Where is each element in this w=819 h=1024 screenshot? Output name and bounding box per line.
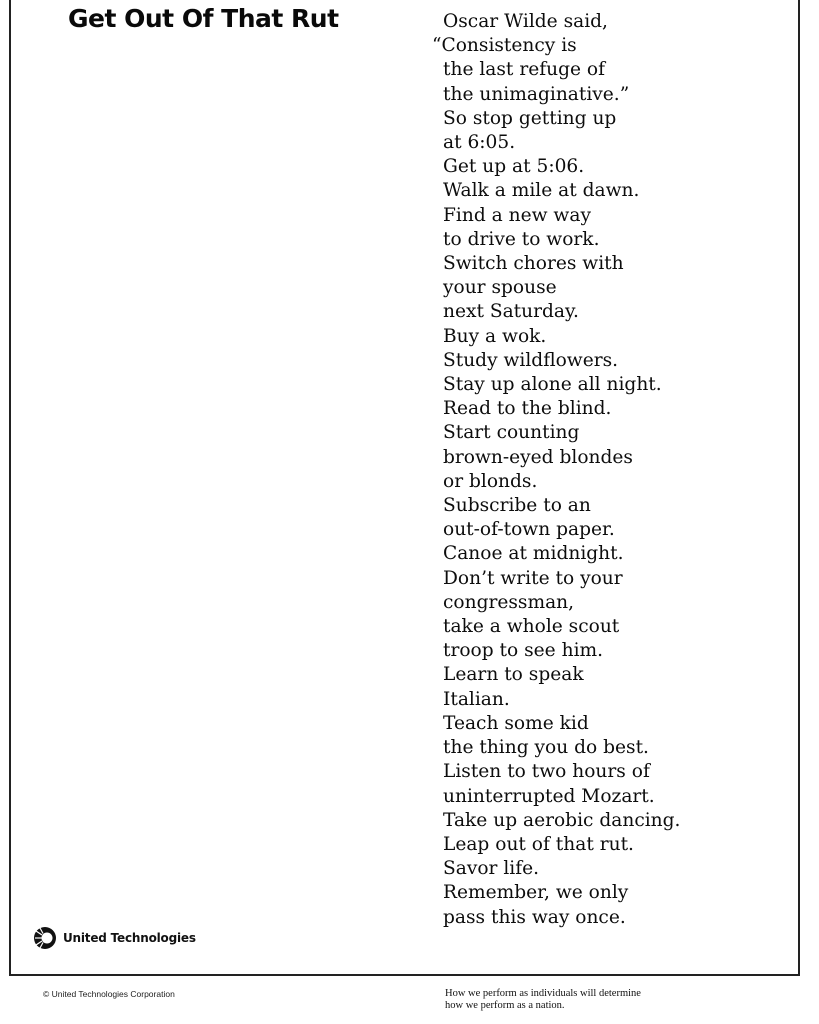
body-line: Oscar Wilde said, (443, 11, 608, 32)
logo-text: United Technologies (63, 931, 196, 945)
body-line: congressman, (443, 591, 575, 613)
body-line: Get up at 5:06. (443, 156, 585, 178)
body-line: “Consistency is (432, 35, 577, 57)
body-line: brown-eyed blondes (443, 446, 633, 468)
body-line: Leap out of that rut. (443, 833, 634, 855)
body-line: at 6:05. (443, 132, 516, 154)
body-line: take a whole scout (443, 616, 620, 638)
body-line: out-of-town paper. (443, 519, 615, 541)
body-line: pass this way once. (443, 906, 626, 928)
body-line: next Saturday. (443, 301, 579, 323)
footer-tagline (445, 988, 745, 1012)
body-line: troop to see him. (443, 640, 604, 662)
body-line: Read to the blind. (443, 398, 612, 420)
body-line: Savor life. (443, 858, 540, 880)
body-line: Take up aerobic dancing. (443, 809, 681, 831)
company-logo (33, 926, 196, 950)
body-line: Italian. (443, 688, 510, 710)
body-line: the thing you do best. (443, 737, 649, 759)
body-line: Stay up alone all night. (443, 374, 662, 396)
body-line: Listen to two hours of (443, 761, 650, 783)
copyright-notice: © United Technologies Corporation (43, 989, 175, 999)
body-line: Teach some kid (443, 712, 589, 734)
body-line: Walk a mile at dawn. (443, 180, 640, 202)
body-line: Subscribe to an (443, 495, 591, 517)
body-line: Canoe at midnight. (443, 543, 624, 565)
body-line: Learn to speak (443, 664, 584, 686)
body-line: So stop getting up (443, 107, 617, 129)
tagline-line: How we perform as individuals will determine (445, 988, 641, 999)
headline: Get Out Of That Rut (68, 4, 339, 33)
body-line: uninterrupted Mozart. (443, 785, 655, 807)
body-line: to drive to work. (443, 228, 600, 250)
body-line: Study wildflowers. (443, 349, 619, 371)
united-technologies-logo-icon (33, 926, 57, 950)
body-line: or blonds. (443, 470, 538, 492)
body-line: your spouse (443, 277, 557, 299)
body-line: Switch chores with (443, 253, 624, 275)
body-line: Buy a wok. (443, 325, 547, 347)
body-line: Remember, we only (443, 882, 629, 904)
body-line: the last refuge of (443, 59, 605, 81)
tagline-line: how we perform as a nation. (445, 1000, 565, 1011)
body-line: Find a new way (443, 204, 591, 226)
body-copy (430, 10, 760, 930)
body-line: the unimaginative.” (443, 83, 630, 105)
body-line: Start counting (443, 422, 580, 444)
body-line: Don’t write to your (443, 567, 623, 589)
